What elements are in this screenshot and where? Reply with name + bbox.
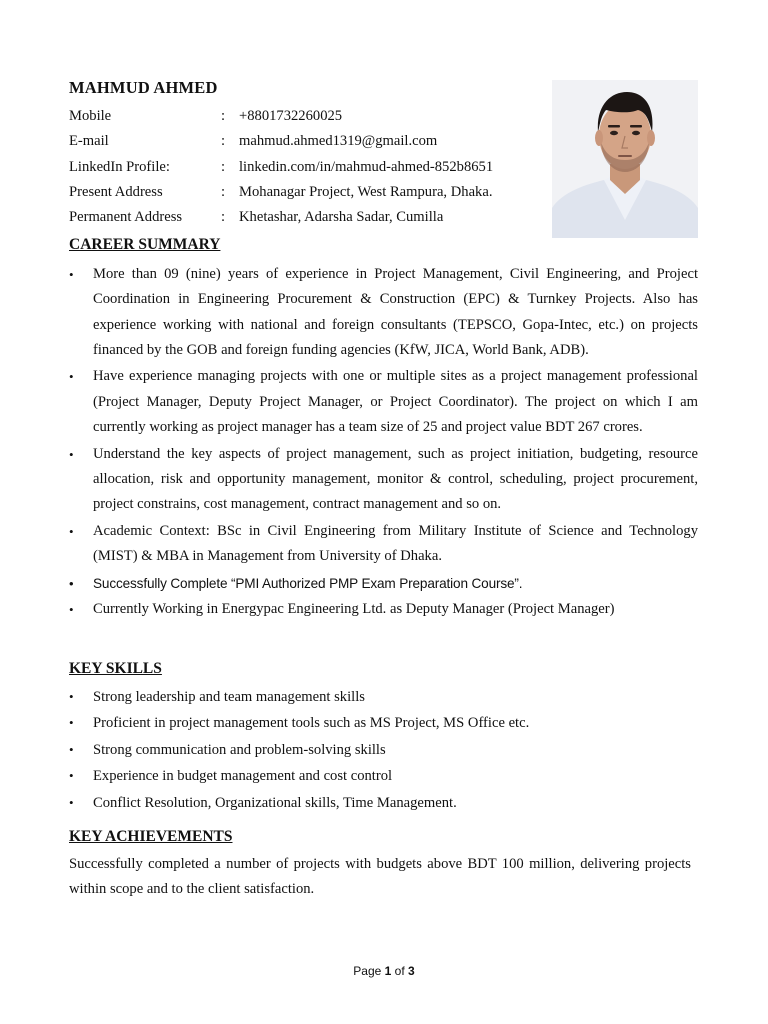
page-footer [0, 964, 768, 978]
contact-colon: : [221, 183, 226, 200]
contact-row-present-address [69, 181, 539, 206]
key-achievements-heading: KEY ACHIEVEMENTS [69, 828, 233, 845]
bullet-icon: • [69, 715, 74, 731]
key-skills-list [69, 684, 698, 816]
list-item-text: Currently Working in Energypac Engineering Ltd. as Deputy Manager (Project Manager) [93, 601, 615, 618]
of-word: of [394, 964, 405, 978]
list-item [69, 710, 698, 736]
list-item-text: Experience in budget management and cost control [93, 768, 393, 785]
list-item-text: Strong communication and problem-solving skills [93, 741, 386, 758]
bullet-icon: • [69, 369, 74, 385]
bullet-icon: • [69, 267, 74, 282]
present-address-value: Mohanagar Project, West Rampura, Dhaka. [239, 183, 493, 200]
bullet-icon: • [69, 689, 74, 704]
list-item-text: Conflict Resolution, Organizational skills, Time Management. [93, 794, 457, 811]
bullet-icon: • [69, 446, 74, 462]
bullet-icon: • [69, 602, 74, 618]
contact-colon: : [221, 158, 226, 175]
list-item-text: Academic Context: BSc in Civil Engineering from Military Institute of Science and Technology (MIST) & MBA in Management from University of Dhaka. [93, 522, 698, 565]
permanent-address-value: Khetashar, Adarsha Sadar, Cumilla [239, 209, 444, 226]
list-item-text: Understand the key aspects of project management, such as project initiation, budgeting, resource allocation, risk and opportunity management, monitor & control, scheduling, project procurement, project constrains, cost management, contract management and so on. [93, 445, 698, 513]
career-summary-heading: CAREER SUMMARY [69, 236, 221, 253]
contact-colon: : [221, 209, 226, 226]
contact-block [69, 105, 539, 231]
profile-photo [552, 80, 698, 238]
key-achievements-text: Successfully completed a number of projects with budgets above BDT 100 million, delivering projects within scope and to the client satisfaction. [69, 856, 691, 897]
list-item [69, 684, 698, 710]
page-total: 3 [408, 964, 415, 978]
list-item-text: Successfully Complete “PMI Authorized PMP Exam Preparation Course”. [93, 575, 523, 591]
candidate-name: MAHMUD AHMED [69, 78, 218, 97]
list-item [69, 519, 698, 570]
contact-row-linkedin [69, 156, 539, 181]
key-skills-heading: KEY SKILLS [69, 660, 162, 677]
contact-row-email [69, 130, 539, 155]
contact-label: Present Address [69, 183, 163, 200]
email-value: mahmud.ahmed1319@gmail.com [239, 133, 438, 150]
list-item [69, 763, 698, 789]
list-item [69, 571, 698, 596]
contact-colon: : [221, 133, 226, 150]
bullet-icon: • [69, 741, 74, 757]
linkedin-value: linkedin.com/in/mahmud-ahmed-852b8651 [239, 158, 494, 175]
contact-label: LinkedIn Profile: [69, 158, 170, 175]
contact-label: Mobile [69, 108, 112, 124]
list-item [69, 790, 698, 816]
list-item-text: Proficient in project management tools such as MS Project, MS Office etc. [93, 715, 530, 732]
list-item [69, 737, 698, 763]
list-item-text: More than 09 (nine) years of experience in Project Management, Civil Engineering, and Project Coordination in Engineering Procurement & Construction (EPC) & Turnkey Projects. Also has experience working with national and foreign consultants (TEPSCO, Gopa-Intec, etc.) on projects financed by the GOB and foreign funding agencies (KfW, JICA, World Bank, ADB). [93, 266, 698, 358]
bullet-icon: • [69, 794, 74, 810]
list-item-text: Strong leadership and team management skills [93, 689, 365, 705]
career-summary-list [69, 262, 698, 624]
list-item [69, 364, 698, 440]
bullet-icon: • [69, 575, 74, 591]
contact-label: Permanent Address [69, 209, 183, 226]
page-current: 1 [384, 964, 392, 978]
list-item [69, 442, 698, 518]
contact-label: E-mail [69, 133, 109, 150]
list-item-text: Have experience managing projects with one or multiple sites as a project management professional (Project Manager, Deputy Project Manager, or Project Coordinator). The project on which I am currently working as project manager has a team size of 25 and project value BDT 267 crores. [93, 368, 698, 436]
page-word: Page [353, 964, 382, 978]
bullet-icon: • [69, 768, 74, 784]
list-item [69, 262, 698, 363]
mobile-value: +8801732260025 [239, 108, 343, 124]
list-item [69, 597, 698, 622]
contact-row-permanent-address [69, 206, 539, 231]
bullet-icon: • [69, 523, 74, 539]
contact-colon: : [221, 108, 226, 124]
contact-row-mobile [69, 105, 539, 130]
